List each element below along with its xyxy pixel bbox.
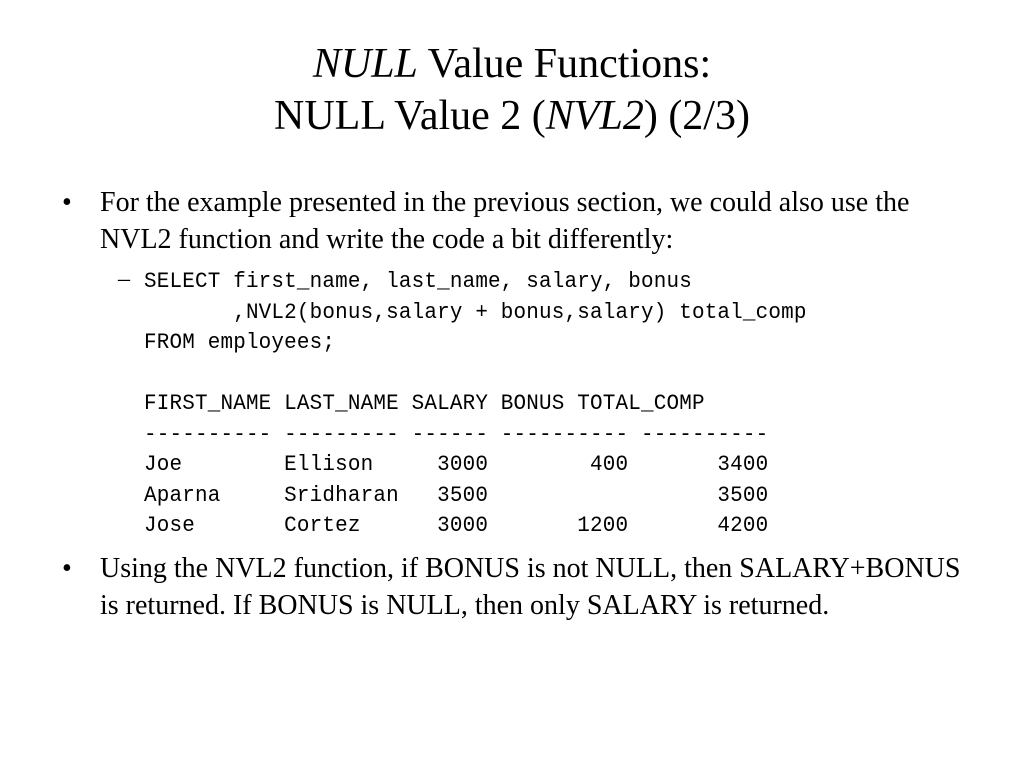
code-line: Aparna Sridharan 3500 3500 [144,481,769,508]
title-nvl2-italic: NVL2 [545,93,644,139]
code-line [144,358,807,389]
bullet-1-text: For the example presented in the previous section, we could also use the NVL2 function and write the code a bit differently: [100,187,910,255]
bullet-dot-icon: • [62,553,72,584]
code-line: FIRST_NAME LAST_NAME SALARY BONUS TOTAL_COMP [144,390,705,416]
code-line: ,NVL2(bonus,salary + bonus,salary) total_comp [144,298,807,325]
title-line-2-suffix: ) (2/3) [643,93,750,139]
bullet-1 [62,184,982,258]
code-line: Joe Ellison 3000 400 3400 [144,451,769,477]
code-line: Jose Cortez 3000 1200 4200 [144,512,769,538]
title-line-2 [0,90,1024,142]
code-line: SELECT first_name, last_name, salary, bonus [144,268,692,294]
title-line-1 [0,38,1024,90]
code-line: ---------- --------- ------ ---------- ---------- [144,420,769,447]
bullet-2-text: Using the NVL2 function, if BONUS is not NULL, then SALARY+BONUS is returned. If BONUS is NULL, then only SALARY is returned. [100,553,961,621]
bullet-dot-icon: • [62,187,72,218]
sub-bullet-dash-icon: – [118,266,130,292]
title-line-1-rest: Value Functions: [417,41,712,87]
slide-title [0,38,1024,142]
sql-code-block [144,266,807,541]
title-line-2-prefix: NULL Value 2 ( [274,93,546,139]
bullet-2 [62,550,982,624]
code-line: FROM employees; [144,329,336,355]
title-null-italic: NULL [312,41,418,87]
